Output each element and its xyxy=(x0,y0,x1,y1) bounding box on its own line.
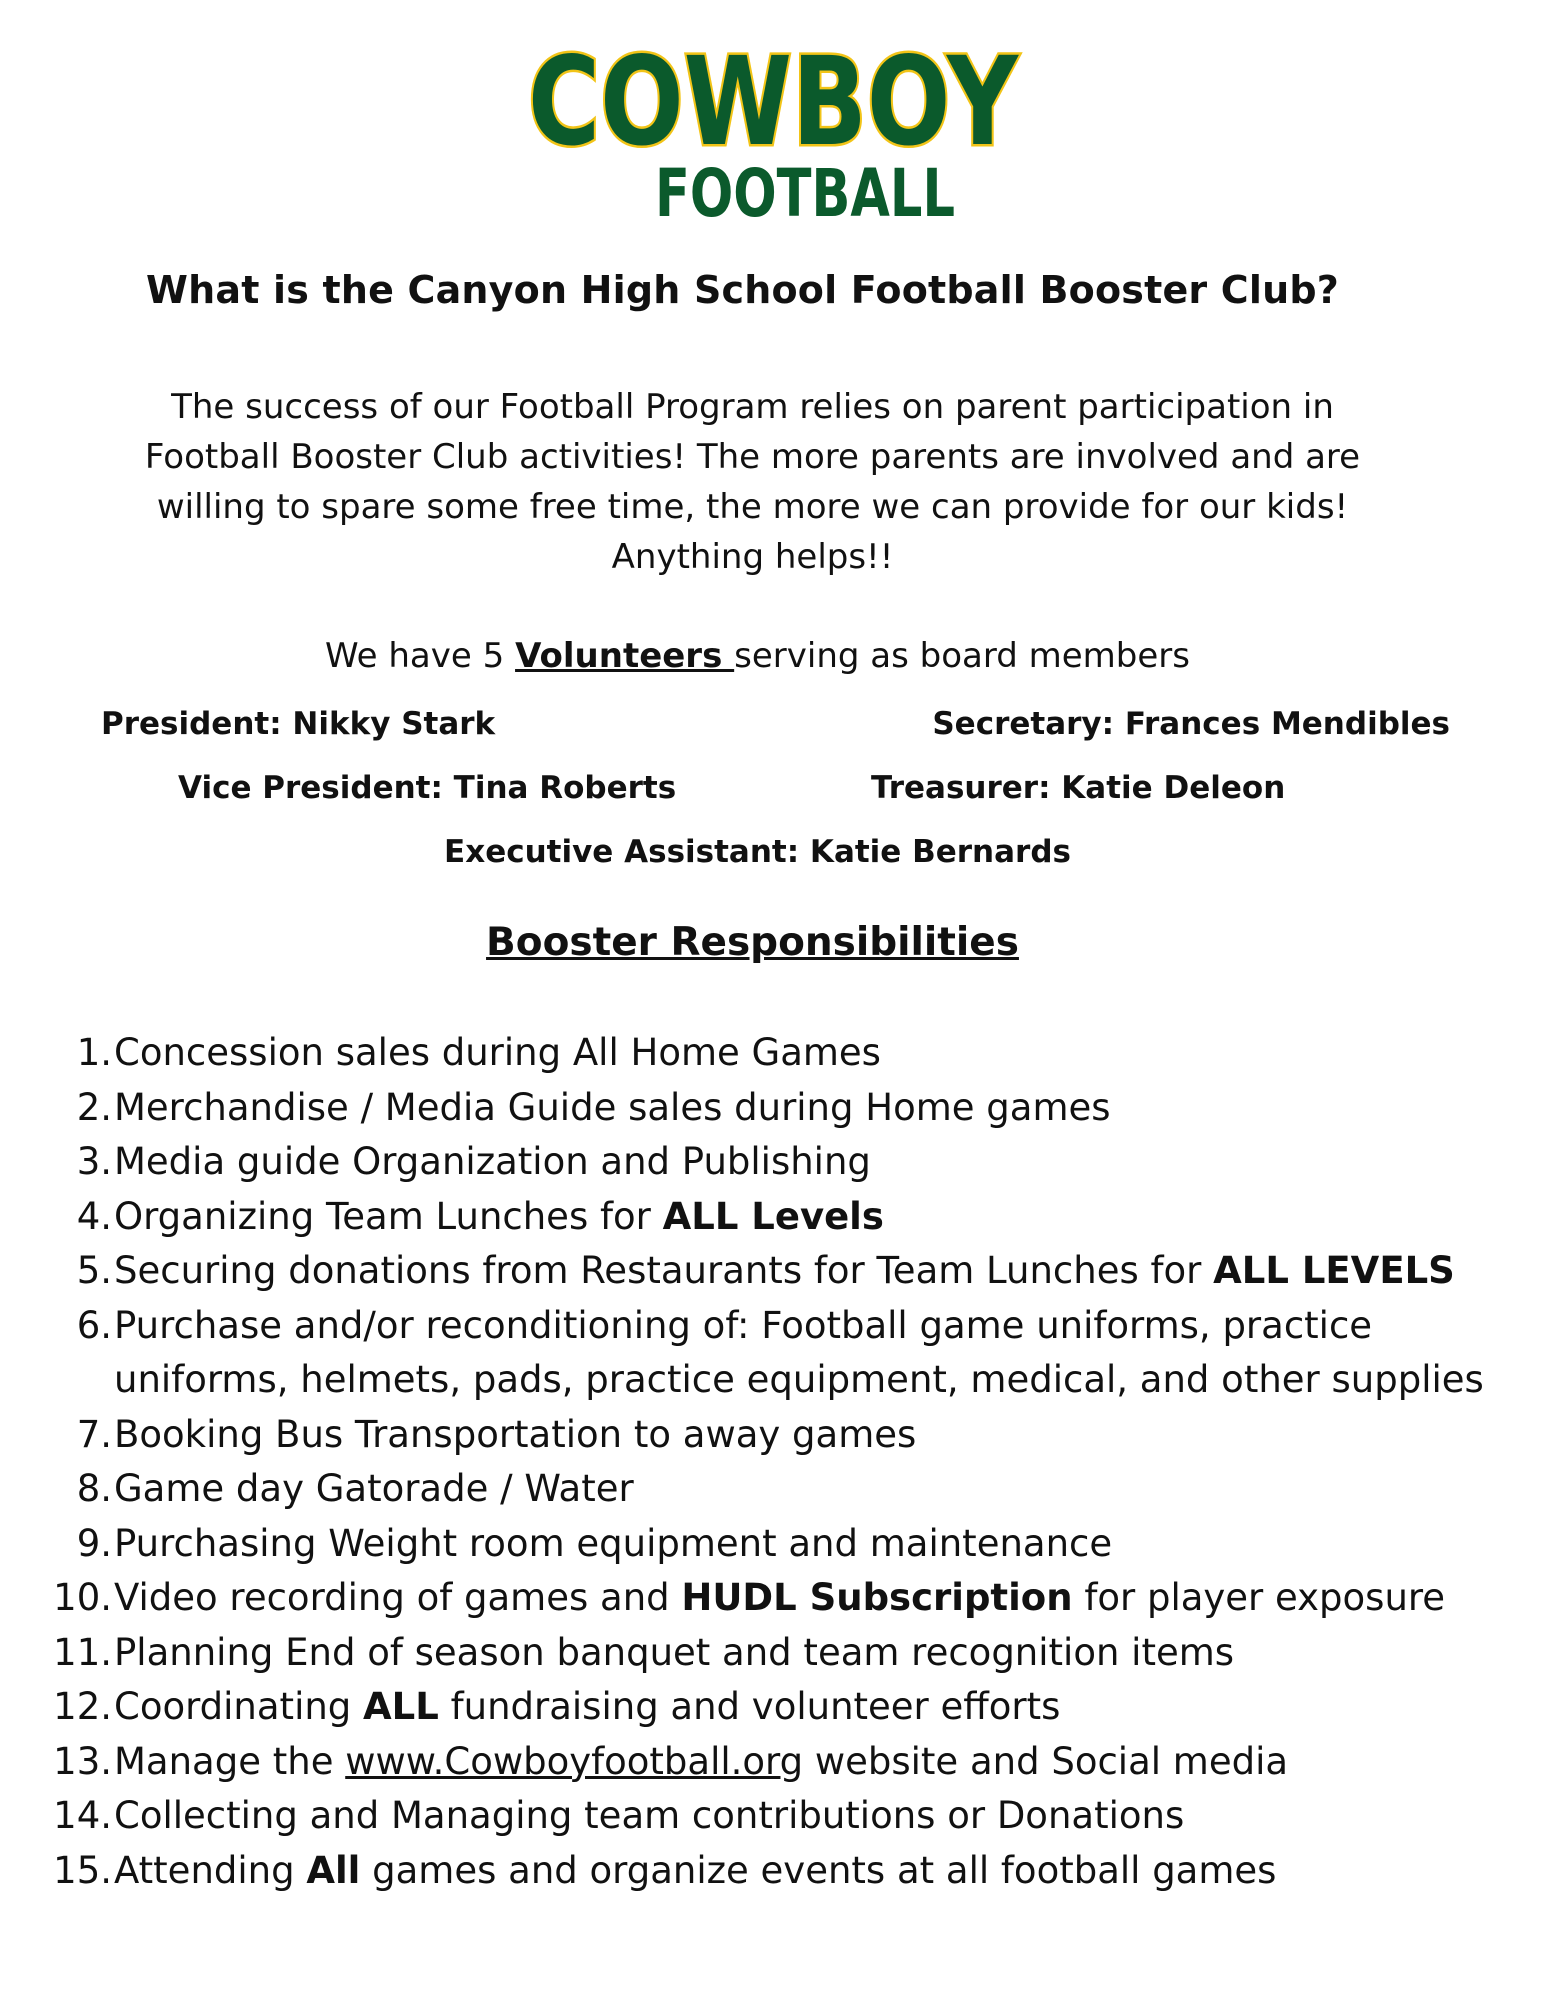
website-link[interactable]: www.Cowboyfootball.org xyxy=(345,1739,804,1783)
responsibility-text xyxy=(114,1735,1288,1790)
responsibility-item xyxy=(40,1299,1535,1408)
responsibility-text-part: Merchandise / Media Guide sales during Home games xyxy=(114,1085,1111,1129)
responsibility-text-part: Planning End of season banquet and team recognition items xyxy=(114,1630,1235,1674)
responsibility-text-part: Organizing Team Lunches for xyxy=(114,1194,663,1238)
intro-line: Football Booster Club activities! The more parents are involved and are xyxy=(144,437,1361,477)
volunteers-statement xyxy=(0,636,1545,676)
responsibility-text-part: Securing donations from Restaurants for Team Lunches for xyxy=(114,1249,1214,1292)
officer-secretary: Secretary: Frances Mendibles xyxy=(932,706,1450,742)
responsibility-emphasis: ALL Levels xyxy=(662,1194,884,1238)
responsibility-item xyxy=(40,1626,1535,1681)
responsibility-text-part: Media guide Organization and Publishing xyxy=(114,1140,871,1183)
responsibility-text xyxy=(114,1408,916,1463)
responsibility-item xyxy=(40,1517,1535,1572)
responsibility-number: 2. xyxy=(76,1085,112,1129)
responsibility-text-part: Purchasing Weight room equipment and maintenance xyxy=(114,1521,1113,1565)
intro-line: The success of our Football Program relies on parent participation in xyxy=(171,387,1334,427)
responsibility-number: 1. xyxy=(76,1031,112,1074)
responsibilities-list xyxy=(40,1026,1535,1898)
officer-treasurer: Treasurer: Katie Deleon xyxy=(871,770,1286,806)
responsibility-text xyxy=(114,1517,1112,1572)
responsibility-text xyxy=(114,1462,634,1517)
responsibility-number: 11. xyxy=(53,1630,112,1674)
responsibility-number: 12. xyxy=(53,1685,112,1728)
responsibility-text xyxy=(114,1299,1535,1408)
responsibility-text-part: website and Social media xyxy=(803,1739,1289,1783)
responsibility-number: 13. xyxy=(53,1739,112,1783)
responsibility-text-part: Collecting and Managing team contributions or Donations xyxy=(114,1794,1185,1837)
intro-line: Anything helps!! xyxy=(611,537,894,577)
responsibility-item xyxy=(40,1462,1535,1517)
responsibility-text xyxy=(114,1244,1455,1299)
responsibility-emphasis: All xyxy=(306,1848,361,1892)
volunteers-text-after: serving as board members xyxy=(734,636,1190,676)
responsibility-text-part: Attending xyxy=(114,1848,307,1892)
responsibility-number: 8. xyxy=(76,1467,112,1510)
responsibility-text-part: Video recording of games and xyxy=(114,1576,682,1619)
responsibility-number: 10. xyxy=(53,1576,112,1619)
responsibility-item xyxy=(40,1081,1535,1136)
responsibility-text xyxy=(114,1135,871,1190)
section-title-responsibilities: Booster Responsibilities xyxy=(486,920,1019,965)
responsibility-text xyxy=(114,1081,1111,1136)
logo-text-cowboy: COWBOY xyxy=(527,31,1019,173)
responsibility-text-part: Manage the xyxy=(114,1739,346,1783)
logo-text-football: FOOTBALL xyxy=(654,155,955,232)
responsibility-text-part: games and organize events at all football games xyxy=(360,1848,1277,1892)
responsibility-text xyxy=(114,1190,884,1245)
responsibility-text-part: Purchase and/or reconditioning of: Football game uniforms, practice uniforms, helmets, pads, practice equipment, medical, and other supplies xyxy=(114,1303,1484,1401)
responsibility-item xyxy=(40,1244,1535,1299)
responsibility-number: 14. xyxy=(53,1794,112,1837)
responsibility-number: 6. xyxy=(76,1303,112,1347)
responsibility-number: 3. xyxy=(76,1140,112,1183)
responsibility-text-part: fundraising and volunteer efforts xyxy=(438,1685,1061,1728)
responsibility-number: 15. xyxy=(53,1848,112,1892)
officer-vice-president: Vice President: Tina Roberts xyxy=(178,770,677,806)
responsibility-emphasis: HUDL Subscription xyxy=(681,1576,1073,1619)
officer-executive-assistant: Executive Assistant: Katie Bernards xyxy=(444,834,1071,870)
responsibility-item xyxy=(40,1135,1535,1190)
responsibility-emphasis: ALL xyxy=(363,1685,439,1728)
intro-line: willing to spare some free time, the more we can provide for our kids! xyxy=(156,487,1349,527)
volunteers-text-before: We have 5 xyxy=(325,636,516,676)
responsibility-number: 4. xyxy=(76,1194,112,1238)
cowboy-football-logo xyxy=(0,18,1545,233)
responsibility-item xyxy=(40,1844,1535,1899)
responsibility-emphasis: ALL LEVELS xyxy=(1213,1249,1455,1292)
responsibility-text xyxy=(114,1680,1060,1735)
responsibility-item xyxy=(40,1735,1535,1790)
volunteers-emphasis: Volunteers xyxy=(515,636,735,676)
officer-president: President: Nikky Stark xyxy=(101,706,496,742)
responsibility-item xyxy=(40,1190,1535,1245)
intro-paragraph xyxy=(0,382,1545,582)
responsibility-item xyxy=(40,1026,1535,1081)
responsibility-text xyxy=(114,1026,881,1081)
page-heading: What is the Canyon High School Football Booster Club? xyxy=(146,268,1339,312)
responsibility-text-part: Coordinating xyxy=(114,1685,364,1728)
responsibility-text-part: Booking Bus Transportation to away games xyxy=(114,1412,917,1456)
responsibility-text xyxy=(114,1571,1445,1626)
responsibility-item xyxy=(40,1408,1535,1463)
logo-graphic xyxy=(513,18,1033,232)
responsibility-number: 9. xyxy=(76,1521,112,1565)
responsibility-item xyxy=(40,1571,1535,1626)
responsibility-text xyxy=(114,1789,1184,1844)
responsibility-item xyxy=(40,1789,1535,1844)
responsibility-text-part: Concession sales during All Home Games xyxy=(114,1031,881,1074)
responsibility-text-part: Game day Gatorade / Water xyxy=(114,1467,634,1510)
responsibility-text xyxy=(114,1626,1234,1681)
responsibility-item xyxy=(40,1680,1535,1735)
responsibility-text xyxy=(114,1844,1276,1899)
responsibility-text-part: for player exposure xyxy=(1072,1576,1446,1619)
responsibility-number: 5. xyxy=(76,1249,112,1292)
responsibility-number: 7. xyxy=(76,1412,112,1456)
